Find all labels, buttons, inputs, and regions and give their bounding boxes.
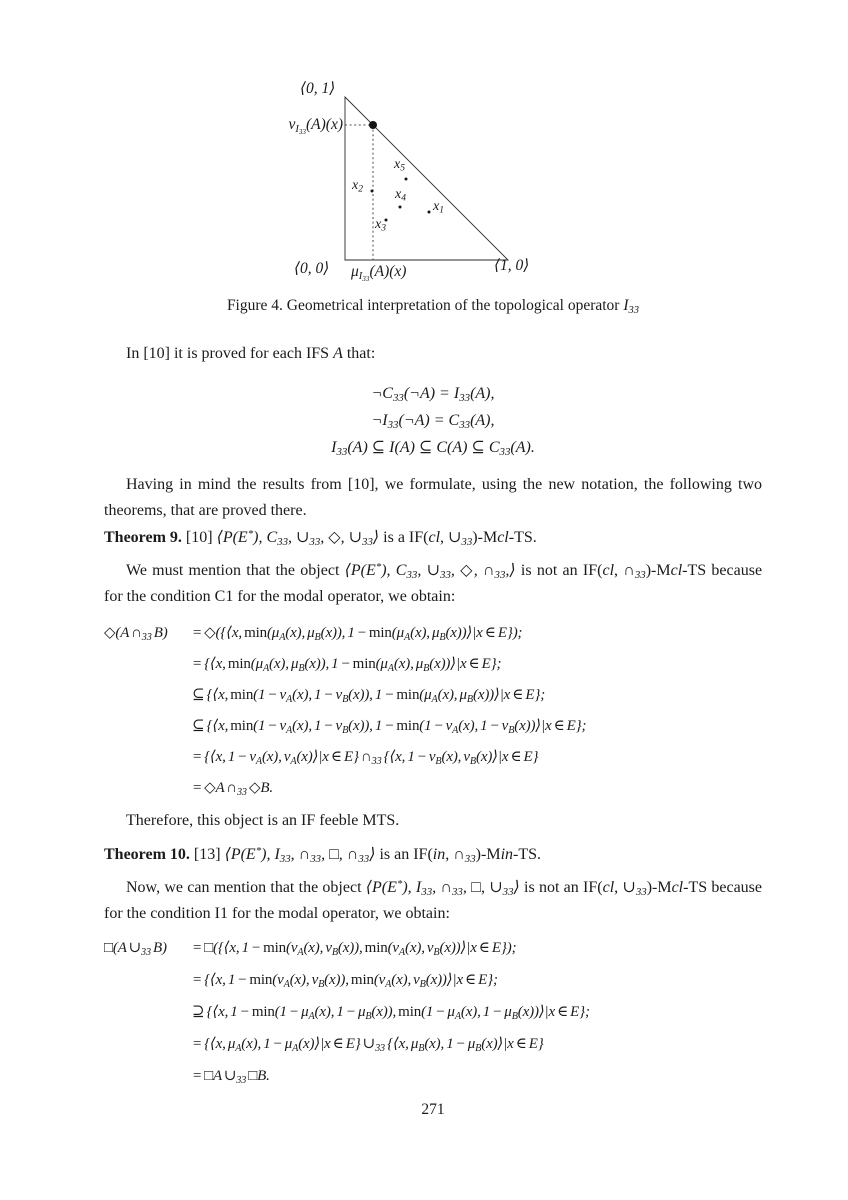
derivation-lhs (104, 1028, 192, 1060)
vertex-label-0-1: ⟨0, 1⟩ (300, 80, 336, 97)
derivation-line (104, 1028, 762, 1060)
derivation-lhs (104, 773, 192, 804)
derivation-rhs: = ◇A $\cap_{33}$ ◇B. (192, 780, 273, 798)
derivation-rhs: = {⟨x, $1 - \min(\nu_A(x)$, $\nu_B(x)$), $\min(\nu_A(x)$, $\nu_B(x))⟩|x$ ∈ E}; (192, 972, 498, 990)
figure-caption: Figure 4. Geometrical interpretation of the topological operator $I_{33}$ (226, 297, 640, 316)
theorem-9: Theorem 9. [10] ⟨P(E*), $C_{33}$, $\cup_{33}$, ◇, $\cup_{33}⟩$ is a IF(cl, $\cup_{33})-Mcl-TS$. (104, 528, 537, 549)
derivation-line (104, 996, 762, 1028)
derivation-rhs: = □({⟨x, $1 - \min(\nu_A(x)$, $\nu_B(x)$), $\min(\nu_A(x)$, $\nu_B(x))⟩|x$ ∈ E}); (192, 940, 517, 958)
derivation-line (104, 932, 762, 964)
point-label-x2: $x_2$ (352, 178, 363, 195)
derivation-rhs: = ◇({⟨x, $\min(\mu_A(x)$, $\mu_B(x)$), $1 - \min(\mu_A(x)$, $\mu_B(x))⟩|x$ ∈ E}); (192, 625, 523, 643)
paragraph-having: Having in mind the results from [10], we formulate, using the new notation, the following two theorems, that are proved there. (104, 476, 762, 519)
derivation-rhs: ⊆ {⟨x, $\min(1 - \nu_A(x)$, $1 - \nu_B(x)$), $1 - \min(\mu_A(x)$, $\mu_B(x))⟩|x$ ∈ E}; (192, 687, 546, 705)
vertex-label-0-0: ⟨0, 0⟩ (294, 260, 330, 277)
paragraph-mention-9: We must mention that the object ⟨P(E*), $C_{33}$, $\cup_{33}$, ◇, $\cap_{33},⟩$ is not an IF(cl, $\cap_{33})-Mcl-TS$ because for the condition C1 for the modal operator, we obtain: (104, 561, 763, 605)
derivation-rhs: = {⟨x, $\mu_A(x)$, $1 - \mu_A(x)⟩|x$ ∈ E} $\cup_{33}$ {⟨x, $\mu_B(x)$, $1 - \mu_B(x)⟩|x$ ∈ E} (192, 1036, 544, 1054)
derivation-line (104, 742, 762, 773)
derivation-line (104, 618, 762, 649)
mu-axis-label: $\mu_{I_{33}}(A)(x)$ (351, 263, 407, 283)
derivation-line (104, 1060, 762, 1092)
derivation-line (104, 964, 762, 996)
derivation-line (104, 680, 762, 711)
point-label-x4: $x_4$ (395, 187, 406, 204)
point-label-x5: $x_5$ (394, 157, 405, 174)
paragraph-intro: In [10] it is proved for each IFS A that: (126, 345, 376, 362)
equation-line: $I_{33}(A)$ ⊆ I(A) ⊆ C(A) ⊆ $C_{33}(A)$. (331, 439, 535, 459)
vertex-label-1-0: ⟨1, 0⟩ (494, 257, 530, 274)
point-label-x1: $x_1$ (433, 199, 444, 216)
derivation-lhs (104, 996, 192, 1028)
equation-line: $\neg I_{33}(\neg A) = C_{33}(A)$, (371, 412, 495, 432)
page-number: 271 (421, 1101, 445, 1118)
derivation-block-1 (104, 618, 762, 804)
paragraph-therefore: Therefore, this object is an IF feeble MTS. (126, 812, 400, 829)
derivation-lhs (104, 964, 192, 996)
derivation-rhs: ⊆ {⟨x, $\min(1 - \nu_A(x)$, $1 - \nu_B(x)$), $1 - \min(1 - \nu_A(x)$, $1 - \nu_B(x))⟩|x$ ∈ E}; (192, 718, 587, 736)
text-column (104, 0, 762, 1120)
display-equations (104, 380, 762, 461)
derivation-lhs: □(A $\cup_{33}$ B) (104, 940, 167, 958)
derivation-lhs: ◇(A $\cap_{33}$ B) (104, 625, 168, 643)
derivation-lhs (104, 711, 192, 742)
point-label-x3: $x_3$ (375, 217, 386, 234)
derivation-lhs (104, 742, 192, 773)
derivation-lhs (104, 649, 192, 680)
derivation-line (104, 711, 762, 742)
nu-axis-label: $\nu_{I_{33}}(A)(x)$ (288, 116, 343, 136)
derivation-lhs (104, 1060, 192, 1092)
derivation-line (104, 773, 762, 804)
derivation-lhs (104, 680, 192, 711)
derivation-rhs: = {⟨x, $\min(\mu_A(x)$, $\mu_B(x)$), $1 - \min(\mu_A(x)$, $\mu_B(x))⟩|x$ ∈ E}; (192, 656, 502, 674)
derivation-rhs: = □A $\cup_{33}$ □B. (192, 1068, 270, 1086)
paragraph-mention-10: Now, we can mention that the object ⟨P(E*), $I_{33}$, $\cap_{33}$, □, $\cup_{33}⟩$ is not an IF(cl, $\cup_{33})-Mcl-TS$ because for the condition I1 for the modal operator, we obtain: (104, 878, 763, 922)
derivation-rhs: ⊇ {⟨x, $1 - \min(1 - \mu_A(x)$, $1 - \mu_B(x)$), $\min(1 - \mu_A(x)$, $1 - \mu_B(x))⟩|x$ ∈ E}; (192, 1004, 590, 1022)
theorem-10: Theorem 10. [13] ⟨P(E*), $I_{33}$, $\cap_{33}$, □, $\cap_{33}⟩$ is an IF(in, $\cap_{33})-Min-TS$. (104, 845, 542, 866)
equation-line: $\neg C_{33}(\neg A) = I_{33}(A)$, (371, 385, 495, 405)
derivation-rhs: = {⟨x, $1 - \nu_A(x)$, $\nu_A(x)⟩|x$ ∈ E} $\cap_{33}$ {⟨x, $1 - \nu_B(x)$, $\nu_B(x)⟩|x$ ∈ E} (192, 749, 539, 767)
derivation-block-2 (104, 932, 762, 1092)
derivation-line (104, 649, 762, 680)
